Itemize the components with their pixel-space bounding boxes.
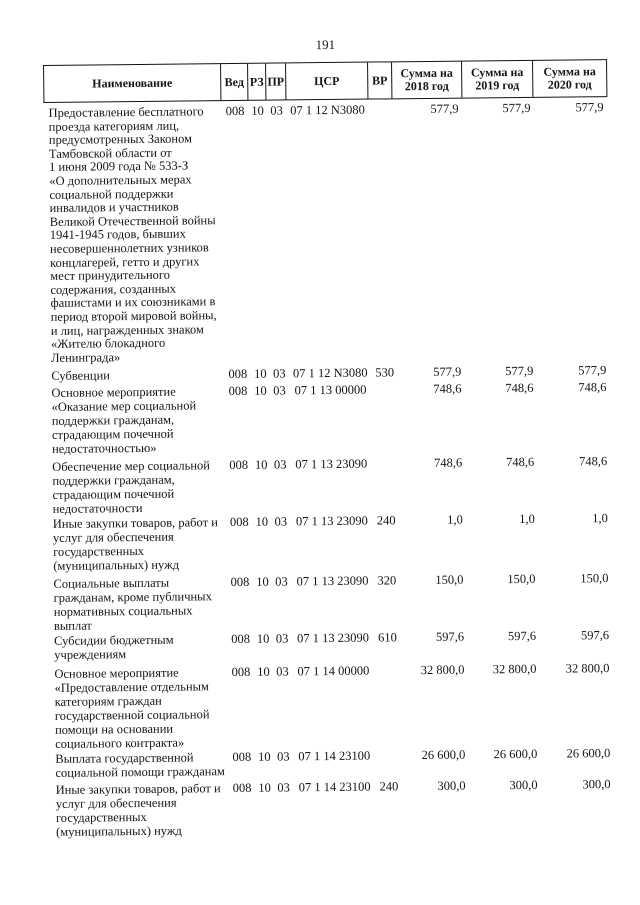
item-name: Предоставление бесплатного проезда категориям лиц, предусмотренных Законом Тамбовской области от 1 июня 2009 года № 533-З «О дополнительных мерах социальной поддержки инвалидов и участников Великой Отечественной войны 1941-1945 годов, бывших несовершеннолетних узников концлагерей, гетто и других мест принудительного содержания, созданных фашистами и их союзниками в период второй мировой войны, и лиц, награжденных знаком «Жителю блокадного Ленинграда» [48,104,217,365]
department-code: 008 [229,457,249,472]
amount-2020: 748,6 [579,453,608,468]
section-code: 10 [255,514,269,529]
amount-2020: 748,6 [578,380,607,395]
table-body [36,27,625,853]
page-number: 191 [315,36,336,53]
department-code: 008 [232,780,252,796]
subsection-code: 03 [276,749,290,764]
amount-2019: 597,6 [507,628,537,644]
item-name: Субсидии бюджетным учреждениям [54,632,174,662]
amount-2018: 577,9 [433,364,462,379]
header-name: Наименование [44,64,221,102]
subsection-code: 03 [270,103,283,118]
subsection-code: 03 [272,366,286,381]
target-article-code: 07 1 12 N3080 [292,365,368,381]
subsection-code: 03 [276,664,289,679]
expense-type-code: 240 [379,779,399,794]
amount-2018: 300,0 [437,778,466,793]
target-article-code: 07 1 14 00000 [297,663,370,679]
item-name: Выплата государственной социальной помощи гражданам [55,750,225,780]
amount-2020: 597,6 [580,628,610,643]
table-row [49,571,613,633]
section-code: 10 [251,103,264,118]
amount-2019: 26 600,0 [493,746,538,762]
department-code: 008 [228,366,248,382]
amount-2018: 577,9 [430,101,459,116]
header-target-article: ЦСР [286,63,368,100]
table-row [44,101,610,365]
subsection-code: 03 [277,780,290,795]
amount-2019: 300,0 [509,777,538,793]
expense-type-code: 320 [377,572,397,588]
header-amount-2020: Сумма на 2020 год [533,60,607,97]
item-name: Субвенции [51,368,110,383]
amount-2020: 32 800,0 [565,661,610,676]
subsection-code: 03 [273,456,287,472]
amount-2018: 748,6 [433,381,462,396]
item-name: Основное мероприятие «Оказание мер социальной поддержки гражданам, страдающим почечной недостаточностью» [51,384,197,456]
amount-2018: 32 800,0 [420,662,465,678]
table-row [52,777,616,839]
item-name: Социальные выплаты гражданам, кроме публичных нормативных социальных выплат [53,575,212,633]
item-name: Иные закупки товаров, работ и услуг для обеспечения государственных (муниципальных) нужд [52,515,218,573]
amount-2019: 748,6 [505,380,534,396]
amount-2020: 577,9 [578,363,607,378]
header-section: РЗ [248,64,266,100]
expense-type-code [368,103,395,362]
expense-type-code: 530 [375,365,395,380]
amount-2018: 1,0 [447,512,463,527]
amount-2019: 150,0 [507,571,536,586]
amount-2018: 26 600,0 [421,747,466,763]
amount-2018: 748,6 [434,455,463,470]
amount-2019: 32 800,0 [492,661,537,677]
target-article-code: 07 1 13 00000 [294,382,367,398]
section-code: 10 [257,664,270,679]
amount-2018: 597,6 [435,629,465,644]
target-article-code: 07 1 14 23100 [298,748,371,764]
amount-2020: 577,9 [575,100,604,115]
table-row [51,746,614,780]
amount-2019: 577,9 [505,363,534,379]
amount-2019: 748,6 [506,454,535,469]
subsection-code: 03 [273,383,286,398]
section-code: 10 [256,631,270,646]
header-amount-2019: Сумма на 2019 год [462,61,533,98]
department-code: 008 [225,103,245,119]
expense-type-code [371,382,396,452]
table-row [49,511,613,573]
subsection-code: 03 [275,573,288,589]
section-code: 10 [256,574,269,589]
target-article-code: 07 1 13 23090 [296,573,369,588]
document-page [36,27,625,853]
expense-type-code: 240 [376,513,396,528]
target-article-code: 07 1 14 23100 [298,779,371,795]
expense-type-code [375,748,399,776]
section-code: 10 [253,366,267,381]
header-subsection: ПР [266,63,286,99]
section-code: 10 [258,780,271,795]
table-row [50,628,613,662]
target-article-code: 07 1 12 N3080 [290,102,365,118]
header-amount-2018: Сумма на 2018 год [392,62,462,99]
subsection-code: 03 [274,514,288,529]
department-code: 008 [230,574,250,589]
amount-2020: 150,0 [580,570,609,585]
amount-2020: 1,0 [592,511,608,526]
expense-type-code [374,663,399,747]
expense-type-code [372,456,397,512]
department-code: 008 [228,383,248,399]
amount-2018: 150,0 [435,572,464,587]
target-article-code: 07 1 13 23090 [295,456,368,471]
target-article-code: 07 1 13 23090 [297,630,370,646]
item-name: Обеспечение мер социальной поддержки гражданам, страдающим почечной недостаточности [52,457,211,516]
target-article-code: 07 1 13 23090 [295,513,368,529]
department-code: 008 [231,631,251,647]
amount-2020: 26 600,0 [566,746,611,761]
department-code: 008 [229,514,249,530]
table-row [48,454,612,516]
subsection-code: 03 [275,631,289,646]
section-code: 10 [257,749,271,764]
section-code: 10 [254,383,267,398]
item-name: Иные закупки товаров, работ и услуг для обеспечения государственных (муниципальных) нужд [55,781,221,839]
table-row [47,380,611,456]
header-expense-type: ВР [368,62,392,98]
header-department: Вед [221,64,248,100]
amount-2019: 1,0 [519,511,535,527]
department-code: 008 [231,664,251,680]
amount-2019: 577,9 [502,100,531,116]
amount-2020: 300,0 [582,777,611,792]
item-name: Основное мероприятие «Предоставление отдельным категориям граждан государственной социальной помощи на основании социального контракта» [54,665,210,751]
table-row [50,661,614,751]
department-code: 008 [232,749,252,765]
section-code: 10 [254,457,268,472]
expense-type-code: 610 [377,630,397,645]
